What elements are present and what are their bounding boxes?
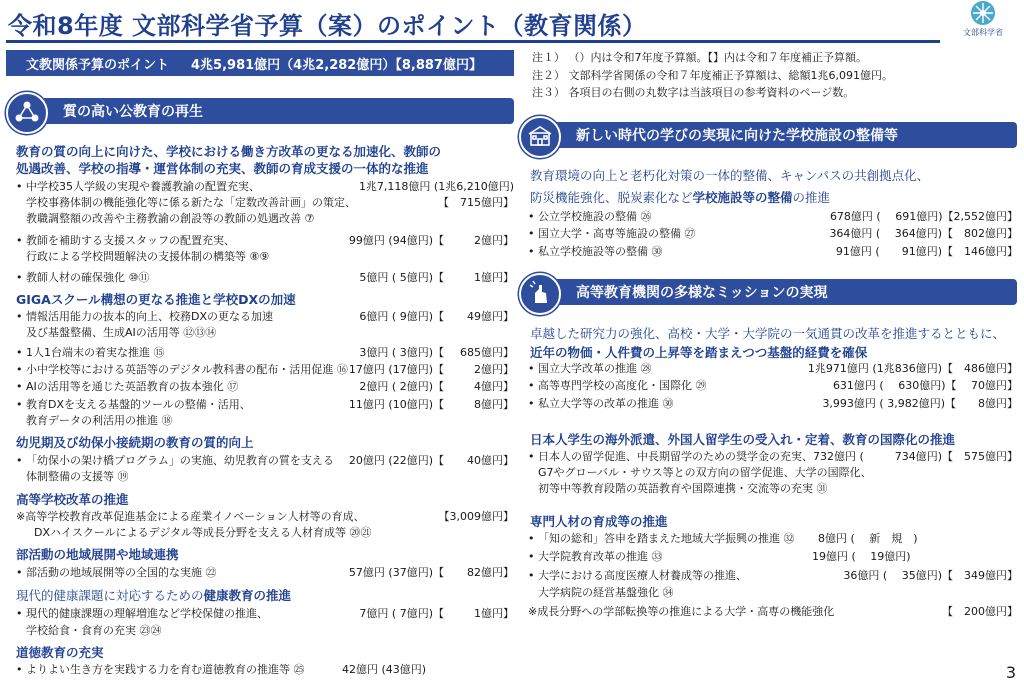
hand-sparkle-icon <box>519 273 561 315</box>
list-item <box>16 379 514 395</box>
item-amount: 7億円 ( 7億円)【 <box>359 607 444 620</box>
list-item <box>26 325 514 341</box>
desc-part: 防災機能強化、脱炭素化など <box>530 190 693 205</box>
list-item <box>16 179 514 195</box>
higher-ed-desc-1: 卓越した研究力の強化、高校・大学・大学院の一気通貫の改革を推進するとともに、 <box>530 326 1006 341</box>
item-amount: 1兆7,118億円 (1兆6,210億円) <box>358 180 514 193</box>
item-text: DXハイスクールによるデジタル等成長分野を支える人材育成等 ⑳㉑ <box>34 526 372 539</box>
facilities-desc-2 <box>530 188 830 206</box>
list-item <box>16 309 514 325</box>
item-amount: 11億円 (10億円)【 <box>348 398 444 411</box>
item-text: • 1人1台端末の着実な推進 ⑮ <box>16 346 165 359</box>
item-text: • 中学校35人学級の実現や養護教諭の配置充実、 <box>16 180 260 193</box>
item-amount: 6億円 ( 9億円)【 <box>359 310 444 323</box>
item-text: 教職調整額の改善や主務教諭の創設等の教師の処遇改善 ⑦ <box>26 212 315 225</box>
heading-moral-education: 道徳教育の充実 <box>16 645 104 660</box>
note-3: 注３） 各項目の右側の丸数字は当該項目の参考資料のページ数。 <box>532 86 855 99</box>
heading-high-school-reform: 高等学校改革の推進 <box>16 492 129 507</box>
budget-amount: 4兆5,981億円（4兆2,282億円）【8,887億円】 <box>191 57 482 73</box>
item-supplementary: 【 715億円】 <box>438 196 514 209</box>
item-amount: 17億円 (17億円)【 <box>348 363 444 376</box>
item-text: 学校給食・食育の充実 ㉓㉔ <box>26 624 162 637</box>
higher-ed-desc-2: 近年の物価・人件費の上昇等を踏まえつつ基盤的経費を確保 <box>530 345 868 360</box>
item-supplementary: 2億円】 <box>474 363 514 376</box>
page-number: 3 <box>1005 663 1016 682</box>
item-supplementary: 685億円】 <box>460 346 514 359</box>
item-text: • 大学における高度医療人材養成等の推進、 <box>528 569 747 582</box>
heading-teacher-workstyle-1: 教育の質の向上に向けた、学校における働き方改革の更なる加速化、教師の <box>16 144 442 159</box>
item-amount: 57億円 (37億円)【 <box>348 566 444 579</box>
item-amount: 2億円 ( 2億円)【 <box>359 380 444 393</box>
item-amount: 3億円 ( 3億円)【 <box>359 346 444 359</box>
item-text: • 教育DXを支える基盤的ツールの整備・活用、 <box>16 398 251 411</box>
budget-summary-bar <box>6 50 514 76</box>
item-text: • 日本人の留学促進、中長期留学のための奨学金の充実、732億円 ( <box>528 450 864 463</box>
item-text: • 現代的健康課題の理解増進など学校保健の推進、 <box>16 607 268 620</box>
list-item <box>26 469 514 485</box>
list-item <box>16 270 514 286</box>
list-item <box>26 195 514 211</box>
list-item <box>26 623 514 639</box>
item-text: 行政による学校問題解決の支援体制の構築等 ⑧⑨ <box>26 250 270 263</box>
list-item <box>528 361 1018 377</box>
item-supplementary: 49億円】 <box>467 310 514 323</box>
list-item <box>528 244 1018 260</box>
item-text: • 「知の総和」答申を踏まえた地域大学振興の推進 ㉜ <box>528 532 795 545</box>
list-item <box>16 509 514 525</box>
list-item <box>16 345 514 361</box>
item-text: • 私立大学等の改革の推進 ㉚ <box>528 397 674 410</box>
list-item <box>538 465 1018 481</box>
list-item <box>16 606 514 622</box>
item-amount: 42億円 (43億円) <box>342 663 427 676</box>
item-text: • AIの活用等を通じた英語教育の抜本強化 ⑰ <box>16 380 239 393</box>
desc-bold-part: 学校施設等の整備 <box>692 190 793 205</box>
list-item <box>528 604 1018 620</box>
list-item <box>16 453 514 469</box>
list-item <box>528 226 1018 242</box>
item-text: • 教師人材の確保強化 ⑩⑪ <box>16 271 150 284</box>
item-amount: 3,993億円 ( 3,982億円)【 8億円】 <box>822 397 1018 410</box>
notes <box>532 49 893 102</box>
item-text: • 国立大学・高専等施設の整備 ㉗ <box>528 227 696 240</box>
item-text: 初等中等教育段階の英語教育や国際連携・交流等の充実 ㉛ <box>538 482 828 495</box>
list-item <box>16 662 514 678</box>
list-item <box>528 396 1018 412</box>
item-text: 大学病院の経営基盤強化 ㉞ <box>538 586 674 599</box>
item-text: 体制整備の支援等 ⑲ <box>26 470 129 483</box>
item-supplementary: 82億円】 <box>467 566 514 579</box>
list-item <box>538 585 1018 601</box>
item-text: 学校事務体制の機能強化等に係る新たな「定数改善計画」の策定、 <box>26 196 356 209</box>
section-header-public-education <box>14 98 514 124</box>
item-text: ※成長分野への学部転換等の推進による大学・高専の機能強化 <box>528 605 835 618</box>
item-supplementary: 【 200億円】 <box>942 605 1018 618</box>
item-supplementary: 40億円】 <box>467 454 514 467</box>
section-header-higher-education <box>527 279 1017 305</box>
item-amount: 734億円)【 575億円】 <box>894 450 1018 463</box>
budget-label: 文教関係予算のポイント <box>26 57 170 73</box>
list-item <box>528 378 1018 394</box>
item-supplementary: 【3,009億円】 <box>438 510 514 523</box>
title-divider <box>6 40 940 43</box>
item-text: • よりよい生き方を実践する力を育む道徳教育の推進等 ㉕ <box>16 663 305 676</box>
mext-emblem-icon <box>948 0 1018 30</box>
item-amount: 8億円 ( 新 規 ) <box>818 532 918 545</box>
item-text: G7やグローバル・サウス等との双方向の留学促進、大学の国際化、 <box>538 466 872 479</box>
heading-early-childhood: 幼児期及び幼保小接続期の教育の質的向上 <box>16 435 254 450</box>
list-item <box>528 549 1018 565</box>
section-title: 高等教育機関の多様なミッションの実現 <box>558 280 1016 304</box>
item-amount: 91億円 ( 91億円)【 146億円】 <box>835 245 1018 258</box>
list-item <box>26 249 514 265</box>
item-amount: 20億円 (22億円)【 <box>348 454 444 467</box>
list-item <box>16 565 514 581</box>
list-item <box>26 413 514 429</box>
item-amount: 364億円 ( 364億円)【 802億円】 <box>829 227 1018 240</box>
item-text: • 部活動の地域展開等の全国的な実施 ㉒ <box>16 566 217 579</box>
list-item <box>528 449 1018 465</box>
item-amount: 36億円 ( 35億円)【 349億円】 <box>843 569 1018 582</box>
page-title: 令和8年度 文部科学省予算（案）のポイント（教育関係） <box>8 12 647 40</box>
logo-text: 文部科学省 <box>963 28 1003 37</box>
item-amount: 1兆971億円 (1兆836億円)【 486億円】 <box>807 362 1018 375</box>
section-header-school-facilities <box>527 122 1017 148</box>
heading-health-education <box>16 585 291 604</box>
item-supplementary: 4億円】 <box>474 380 514 393</box>
note-2: 注２） 文部科学省関係の令和７年度補正予算額は、総額1兆6,091億円。 <box>532 68 893 82</box>
heading-teacher-workstyle-2: 処遇改善、学校の指導・運営体制の充実、教師の育成支援の一体的な推進 <box>16 161 429 176</box>
item-text: • 「幼保小の架け橋プログラム」の実施、幼児教育の質を支える <box>16 454 334 467</box>
item-text: • 公立学校施設の整備 ㉖ <box>528 210 652 223</box>
heading-bold-part: 健康教育の推進 <box>203 588 292 603</box>
list-item <box>16 362 514 378</box>
heading-internationalization: 日本人学生の海外派遣、外国人留学生の受入れ・定着、教育の国際化の推進 <box>530 432 956 447</box>
desc-part: の推進 <box>792 190 831 205</box>
school-building-icon <box>519 116 561 158</box>
network-icon <box>6 92 48 134</box>
item-text: 教育データの利活用の推進 ⑱ <box>26 414 173 427</box>
mext-logo <box>948 0 1018 40</box>
item-amount: 631億円 ( 630億円)【 70億円】 <box>832 379 1018 392</box>
list-item <box>538 481 1018 497</box>
item-text: • 大学院教育改革の推進 ㉝ <box>528 550 663 563</box>
item-amount: 678億円 ( 691億円)【2,552億円】 <box>829 210 1018 223</box>
list-item <box>16 397 514 413</box>
item-text: • 小中学校等における英語等のデジタル教科書の配布・活用促進 ⑯ <box>16 363 348 376</box>
list-item <box>34 525 514 541</box>
item-supplementary: 1億円】 <box>474 607 514 620</box>
heading-normal-part: 現代的健康課題に対応するための <box>16 588 204 603</box>
list-item <box>26 211 514 227</box>
list-item <box>528 568 1018 584</box>
item-amount: 19億円 ( 19億円) <box>812 550 911 563</box>
list-item <box>528 209 1018 225</box>
item-text: 及び基盤整備、生成AIの活用等 ⑫⑬⑭ <box>26 326 217 339</box>
item-supplementary: 1億円】 <box>474 271 514 284</box>
item-text: • 国立大学改革の推進 ㉘ <box>528 362 652 375</box>
heading-specialist-training: 専門人材の育成等の推進 <box>530 514 668 529</box>
item-amount: 5億円 ( 5億円)【 <box>359 271 444 284</box>
heading-giga-school: GIGAスクール構想の更なる推進と学校DXの加速 <box>16 292 296 307</box>
item-amount: 99億円 (94億円)【 <box>348 234 444 247</box>
item-text: • 教師を補助する支援スタッフの配置充実、 <box>16 234 235 247</box>
item-supplementary: 8億円】 <box>474 398 514 411</box>
note-1: 注１） （）内は令和7年度予算額。【】内は令和７年度補正予算額。 <box>532 51 867 64</box>
item-text: ※高等学校教育改革促進基金による産業イノベーション人材等の育成、 <box>16 510 365 523</box>
list-item <box>16 233 514 249</box>
list-item <box>528 531 1018 547</box>
item-text: • 情報活用能力の抜本的向上、校務DXの更なる加速 <box>16 310 273 323</box>
facilities-desc-1: 教育環境の向上と老朽化対策の一体的整備、キャンパスの共創拠点化、 <box>530 168 930 183</box>
section-title: 新しい時代の学びの実現に向けた学校施設の整備等 <box>558 123 1016 147</box>
heading-club-activities: 部活動の地域展開や地域連携 <box>16 547 179 562</box>
section-title: 質の高い公教育の再生 <box>45 99 513 123</box>
item-supplementary: 2億円】 <box>474 234 514 247</box>
item-text: • 高等専門学校の高度化・国際化 ㉙ <box>528 379 707 392</box>
item-text: • 私立学校施設等の整備 ㉚ <box>528 245 663 258</box>
